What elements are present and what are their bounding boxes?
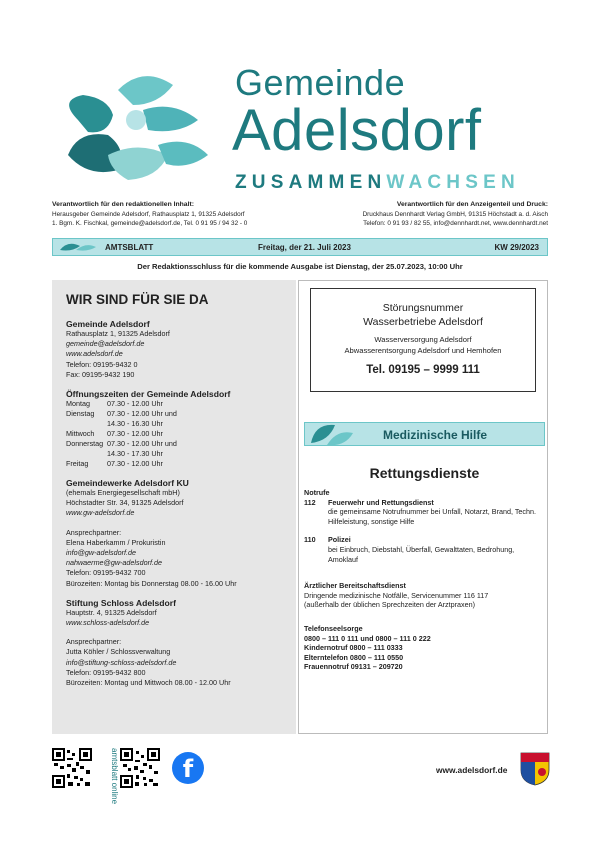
schloss-email-link[interactable]: info@stiftung-schloss-adelsdorf.de	[66, 657, 177, 667]
hours-heading: Öffnungszeiten der Gemeinde Adelsdorf	[66, 389, 231, 400]
schloss-phone: Telefon: 09195-9432 800	[66, 667, 146, 677]
emergency-110	[304, 535, 544, 564]
amtsblatt-logo-text: amtsblatt online	[110, 748, 119, 805]
counseling-numbers	[304, 624, 544, 672]
doctor-line-2: (außerhalb der üblichen Sprechzeiten der Arztpraxen)	[304, 600, 475, 610]
werke-hours: Bürozeiten: Montag bis Donnerstag 08.00 - 16.00 Uhr	[66, 578, 237, 588]
imprint-left-line-2: 1. Bgm. K. Fischkal, gemeinde@adelsdorf.de, Tel. 0 91 95 / 94 32 - 0	[52, 220, 248, 227]
medical-help-label: Medizinische Hilfe	[383, 428, 488, 442]
gemeinde-fax: Fax: 09195-9432 190	[66, 369, 135, 379]
imprint-editorial	[52, 200, 302, 229]
leaf-icon	[58, 242, 98, 252]
imprint-right-title: Verantwortlich für den Anzeigenteil und Druck:	[396, 201, 548, 208]
gemeinde-phone: Telefon: 09195-9432 0	[66, 359, 138, 369]
schloss-contact-name: Jutta Köhler / Schlossverwaltung	[66, 647, 171, 657]
tagline-part-b: WACHSEN	[386, 172, 520, 193]
number-112: 112	[304, 497, 316, 507]
schloss-hours: Bürozeiten: Montag und Mittwoch 08.00 - 12.00 Uhr	[66, 678, 231, 688]
rescue-heading: Rettungsdienste	[369, 465, 480, 481]
water-fault-title-2: Wasserbetriebe Adelsdorf	[363, 316, 483, 328]
qr-code-icon[interactable]	[52, 748, 92, 788]
schloss-heading: Stiftung Schloss Adelsdorf	[66, 597, 176, 608]
deadline-notice: Der Redaktionsschluss für die kommende Ausgabe ist Dienstag, der 25.07.2023, 10:00 Uhr	[137, 262, 463, 271]
coat-of-arms-icon	[520, 752, 550, 786]
gemeinde-email-link[interactable]: gemeinde@adelsdorf.de	[66, 339, 145, 349]
water-fault-phone: Tel. 09195 – 9999 111	[366, 364, 480, 376]
gemeinde-web-link[interactable]: www.adelsdorf.de	[66, 349, 123, 359]
werke-contact-label: Ansprechpartner:	[66, 527, 122, 537]
counseling-title: Telefonseelsorge	[304, 624, 363, 633]
police-desc: bei Einbruch, Diebstahl, Überfall, Gewalttaten, Bedrohung, Amoklauf	[328, 544, 515, 564]
werke-email-link-1[interactable]: info@gw-adelsdorf.de	[66, 548, 137, 558]
hours-table	[66, 399, 177, 469]
werke-email-link-2[interactable]: nahwaerme@gw-adelsdorf.de	[66, 558, 162, 568]
imprint-left-title: Verantwortlich für den redaktionellen Inhalt:	[52, 201, 195, 208]
number-110: 110	[304, 535, 316, 545]
gemeinde-logo-icon	[48, 60, 218, 190]
hours-section	[66, 389, 296, 469]
schloss-section	[66, 598, 296, 688]
police-title: Polizei	[328, 535, 351, 545]
contact-panel	[52, 280, 296, 734]
amtsblatt-online-logo-icon	[103, 746, 119, 805]
leaf-icon	[307, 421, 355, 447]
tagline	[235, 172, 520, 194]
werke-heading: Gemeindewerke Adelsdorf KU	[66, 478, 189, 489]
qr-code-icon[interactable]	[120, 748, 160, 788]
hours-row: Donnerstag 07.30 - 12.00 Uhr und	[66, 439, 177, 449]
contact-panel-title: WIR SIND FÜR SIE DA	[66, 292, 209, 307]
gemeinde-address: Rathausplatz 1, 91325 Adelsdorf	[66, 329, 170, 338]
counseling-line-4: Frauennotruf 09131 – 209720	[304, 662, 403, 672]
fire-rescue-desc: die gemeinsame Notrufnummer bei Unfall, Notarzt, Brand, Techn. Hilfeleistung, sonstige Hilfe	[328, 507, 537, 526]
doctor-service	[304, 581, 544, 610]
counseling-line-2: Kindernotruf 0800 – 111 0333	[304, 643, 403, 653]
doctor-title: Ärztlicher Bereitschaftsdienst	[304, 581, 406, 590]
fire-rescue-title: Feuerwehr und Rettungsdienst	[328, 497, 434, 507]
tagline-part-a: ZUSAMMEN	[235, 172, 387, 193]
gemeinde-section	[66, 319, 296, 380]
medical-help-bar	[304, 422, 545, 446]
imprint-left-line-1: Herausgeber Gemeinde Adelsdorf, Rathausplatz 1, 91325 Adelsdorf	[52, 210, 245, 218]
issue-type: AMTSBLATT	[105, 242, 154, 252]
werke-line-2: Höchstadter Str. 34, 91325 Adelsdorf	[66, 498, 184, 508]
emergency-112	[304, 498, 544, 527]
werke-contact-name: Elena Haberkamm / Prokuristin	[66, 537, 166, 547]
hours-row: 14.30 - 17.30 Uhr	[107, 449, 163, 459]
imprint-right-line-2: Telefon: 0 91 93 / 82 55, info@dennhardt.net, www.dennhardt.net	[363, 220, 548, 227]
imprint-print	[288, 200, 548, 229]
issue-week: KW 29/2023	[494, 242, 539, 252]
schloss-contact-label: Ansprechpartner:	[66, 637, 122, 647]
water-fault-sub-2: Abwasserentsorgung Adelsdorf und Hemhofen	[344, 345, 502, 355]
imprint-right-line-1: Druckhaus Dennhardt Verlag GmbH, 91315 Höchstadt a. d. Aisch	[362, 210, 548, 218]
werke-phone: Telefon: 09195-9432 700	[66, 568, 146, 578]
gemeinde-heading: Gemeinde Adelsdorf	[66, 319, 150, 329]
counseling-line-3: Elterntelefon 0800 – 111 0550	[304, 652, 404, 662]
werke-line-1: (ehemals Energiegesellschaft mbH)	[66, 488, 180, 498]
werke-web-link[interactable]: www.gw-adelsdorf.de	[66, 508, 135, 518]
facebook-icon[interactable]: f	[172, 752, 204, 784]
hours-row: Dienstag 07.30 - 12.00 Uhr und	[66, 409, 177, 419]
water-fault-box	[310, 288, 536, 392]
hours-row: Montag 07.30 - 12.00 Uhr	[66, 399, 163, 409]
emergency-numbers	[304, 488, 544, 564]
brand-line-1: Gemeinde	[235, 62, 406, 103]
website-link[interactable]: www.adelsdorf.de	[436, 765, 508, 775]
schloss-address: Hauptstr. 4, 91325 Adelsdorf	[66, 607, 157, 617]
hours-row: Freitag 07.30 - 12.00 Uhr	[66, 459, 163, 469]
hours-row: Mittwoch 07.30 - 12.00 Uhr	[66, 429, 163, 439]
doctor-line-1: Dringende medizinische Notfälle, Servicenummer 116 117	[304, 590, 489, 600]
counseling-line-1: 0800 – 111 0 111 und 0800 – 111 0 222	[304, 633, 431, 643]
brand-line-2: Adelsdorf	[232, 98, 482, 163]
emergency-label: Notrufe	[304, 488, 330, 497]
hours-row: 14.30 - 16.30 Uhr	[107, 419, 163, 429]
water-fault-sub-1: Wasserversorgung Adelsdorf	[374, 335, 472, 344]
issue-date: Freitag, der 21. Juli 2023	[258, 242, 351, 252]
water-fault-title-1: Störungsnummer	[382, 302, 464, 314]
schloss-web-link[interactable]: www.schloss-adelsdorf.de	[66, 618, 150, 628]
werke-section	[66, 478, 296, 589]
issue-bar	[52, 238, 548, 256]
